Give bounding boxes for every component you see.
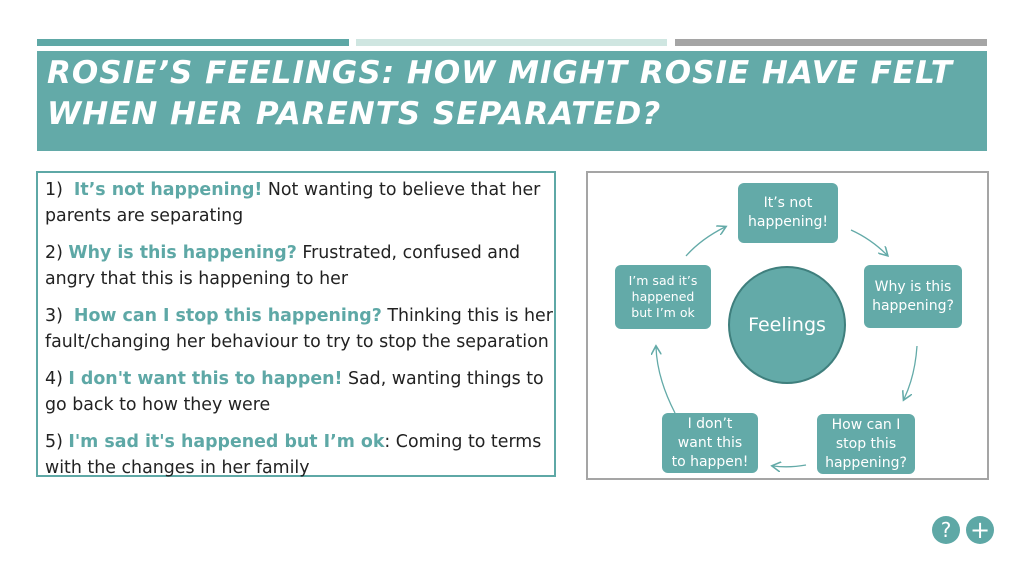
slide-title: ROSIE’S FEELINGS: HOW MIGHT ROSIE HAVE FELT WHEN HER PARENTS SEPARATED?: [47, 55, 953, 132]
list-item: [45, 177, 554, 229]
item-phrase: I'm sad it's happened but I’m ok: [68, 432, 385, 452]
plus-icon: +: [969, 516, 991, 544]
add-button[interactable]: [966, 516, 994, 544]
cycle-node-sad-but-ok: I’m sad it’s happened but I’m ok: [615, 265, 711, 329]
arrow-3-to-4: [773, 465, 806, 467]
list-item: [45, 303, 554, 355]
question-mark-icon: ?: [940, 518, 952, 542]
item-number: 4): [45, 369, 63, 389]
feelings-cycle-diagram: [586, 171, 989, 480]
item-separator: :: [384, 432, 391, 452]
item-phrase: It’s not happening!: [73, 180, 263, 200]
feelings-center-circle: Feelings: [728, 266, 846, 384]
arrow-2-to-3: [904, 346, 917, 399]
item-description: Thinking this is her fault/changing her behaviour to try to stop the separation: [45, 306, 553, 352]
item-phrase: I don't want this to happen!: [68, 369, 343, 389]
item-number: 3): [45, 306, 63, 326]
item-phrase: Why is this happening?: [68, 243, 297, 263]
list-item: [45, 240, 554, 292]
list-item: [45, 429, 554, 481]
item-description: Coming to terms with the changes in her family: [45, 432, 542, 478]
item-description: Not wanting to believe that her parents are separating: [45, 180, 541, 226]
arrow-5-to-1: [686, 227, 725, 256]
item-number: 2): [45, 243, 63, 263]
item-description: Sad, wanting things to go back to how they were: [45, 369, 544, 415]
feelings-list: [36, 171, 556, 477]
accent-stripe-teal: [37, 39, 349, 46]
cycle-node-not-happening: It’s not happening!: [738, 183, 838, 243]
title-band: [37, 51, 987, 151]
accent-stripe-grey: [675, 39, 987, 46]
item-number: 5): [45, 432, 63, 452]
cycle-node-dont-want: I don’t want this to happen!: [662, 413, 758, 473]
accent-stripe-light: [356, 39, 667, 46]
arrow-1-to-2: [851, 230, 887, 255]
item-number: 1): [45, 180, 63, 200]
item-description: Frustrated, confused and angry that this is happening to her: [45, 243, 520, 289]
cycle-node-why-happening: Why is this happening?: [864, 265, 962, 328]
arrow-4-to-5: [656, 347, 675, 413]
list-item: [45, 366, 554, 418]
cycle-node-stop-happening: How can I stop this happening?: [817, 414, 915, 474]
item-phrase: How can I stop this happening?: [73, 306, 382, 326]
help-button[interactable]: [932, 516, 960, 544]
